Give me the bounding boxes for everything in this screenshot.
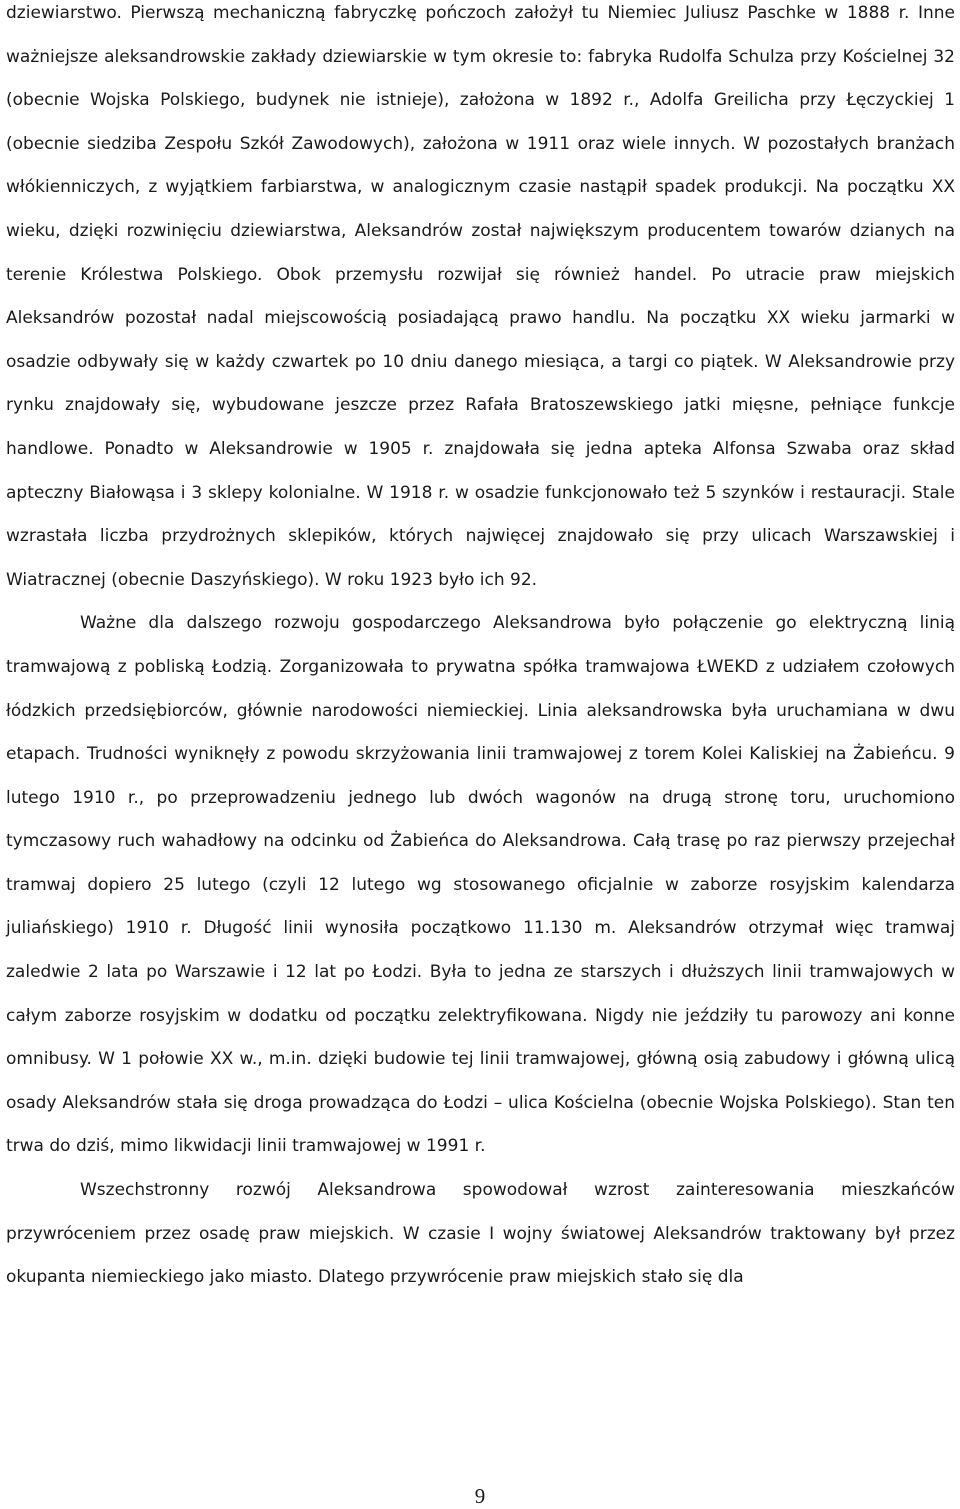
paragraph-industry-trade: dziewiarstwo. Pierwszą mechaniczną fabryczkę pończoch założył tu Niemiec Juliusz Paschke w 1888 r. Inne ważniejsze aleksandrowskie zakłady dziewiarskie w tym okresie to: fabryka Rudolfa Schulza przy Kościelnej 32 (obecnie Wojska Polskiego, budynek nie istnieje), założona w 1892 r., Adolfa Greilicha przy Łęczyckiej 1 (obecnie siedziba Zespołu Szkół Zawodowych), założona w 1911 oraz wiele innych. W pozostałych branżach włókienniczych, z wyjątkiem farbiarstwa, w analogicznym czasie nastąpił spadek produkcji. Na początku XX wieku, dzięki rozwinięciu dziewiarstwa, Aleksandrów został największym producentem towarów dzianych na terenie Królestwa Polskiego. Obok przemysłu rozwijał się również handel. Po utracie praw miejskich Aleksandrów pozostał nadal miejscowością posiadającą prawo handlu. Na początku XX wieku jarmarki w osadzie odbywały się w każdy czwartek po 10 dniu danego miesiąca, a targi co piątek. W Aleksandrowie przy rynku znajdowały się, wybudowane jeszcze przez Rafała Bratoszewskiego jatki mięsne, pełniące funkcje handlowe. Ponadto w Aleksandrowie w 1905 r. znajdowała się jedna apteka Alfonsa Szwaba oraz skład apteczny Białowąsa i 3 sklepy kolonialne. W 1918 r. w osadzie funkcjonowało też 5 szynków i restauracji. Stale wzrastała liczba przydrożnych sklepików, których najwięcej znajdowało się przy ulicach Warszawskiej i Wiatracznej (obecnie Daszyńskiego). W roku 1923 było ich 92. <box>6 3 955 590</box>
page-number: 9 <box>474 1484 486 1508</box>
paragraph-town-rights: Wszechstronny rozwój Aleksandrowa spowodował wzrost zainteresowania mieszkańców przywróceniem przez osadę praw miejskich. W czasie I wojny światowej Aleksandrów traktowany był przez okupanta niemieckiego jako miasto. Dlatego przywrócenie praw miejskich stało się dla <box>6 1180 955 1288</box>
paragraph-tram-line: Ważne dla dalszego rozwoju gospodarczego Aleksandrowa było połączenie go elektryczną linią tramwajową z pobliską Łodzią. Zorganizowała to prywatna spółka tramwajowa ŁWEKD z udziałem czołowych łódzkich przedsiębiorców, głównie narodowości niemieckiej. Linia aleksandrowska była uruchamiana w dwu etapach. Trudności wyniknęły z powodu skrzyżowania linii tramwajowej z torem Kolei Kaliskiej na Żabieńcu. 9 lutego 1910 r., po przeprowadzeniu jednego lub dwóch wagonów na drugą stronę toru, uruchomiono tymczasowy ruch wahadłowy na odcinku od Żabieńca do Aleksandrowa. Całą trasę po raz pierwszy przejechał tramwaj dopiero 25 lutego (czyli 12 lutego wg stosowanego oficjalnie w zaborze rosyjskim kalendarza juliańskiego) 1910 r. Długość linii wynosiła początkowo 11.130 m. Aleksandrów otrzymał więc tramwaj zaledwie 2 lata po Warszawie i 12 lat po Łodzi. Była to jedna ze starszych i dłuższych linii tramwajowych w całym zaborze rosyjskim w dodatku od początku zelektryfikowana. Nigdy nie jeździły tu parowozy ani konne omnibusy. W 1 połowie XX w., m.in. dzięki budowie tej linii tramwajowej, główną osią zabudowy i główną ulicą osady Aleksandrów stała się droga prowadząca do Łodzi – ulica Kościelna (obecnie Wojska Polskiego). Stan ten trwa do dziś, mimo likwidacji linii tramwajowej w 1991 r. <box>6 613 955 1157</box>
document-page <box>6 0 955 1300</box>
